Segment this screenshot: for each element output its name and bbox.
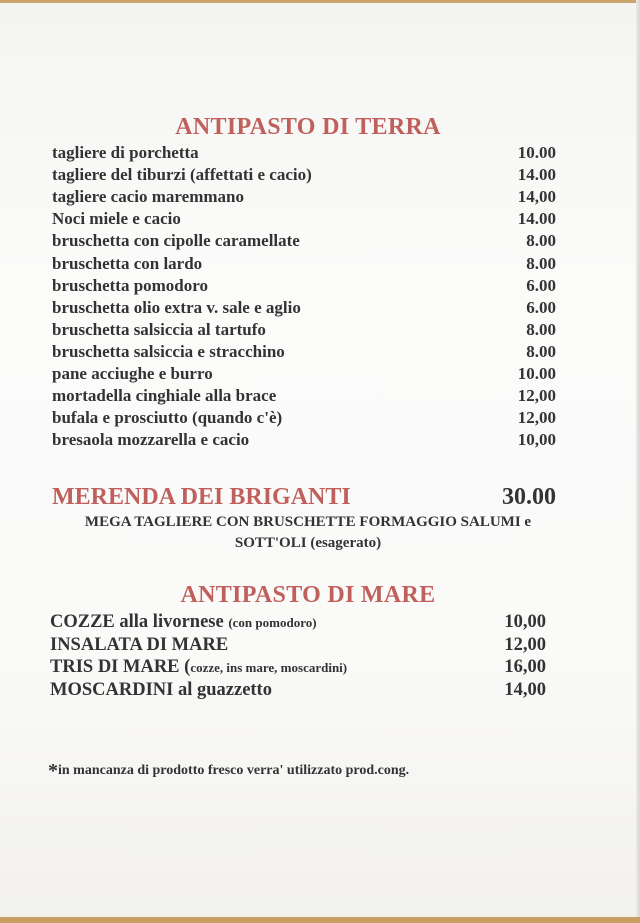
merenda-desc-line: MEGA TAGLIERE CON BRUSCHETTE FORMAGGIO SALUMI e <box>84 514 532 530</box>
menu-item-name: bruschetta con cipolle caramellate <box>52 231 300 251</box>
menu-item-name: bresaola mozzarella e cacio <box>52 430 250 450</box>
menu-item-price: 12,00 <box>504 634 546 655</box>
merenda-desc-line: SOTT'OLI (esagerato) <box>234 535 382 551</box>
menu-item-name: bruschetta salsiccia e stracchino <box>52 341 285 361</box>
menu-item <box>52 341 556 363</box>
menu-item-price: 8.00 <box>526 341 556 361</box>
menu-item-name: bufala e prosciutto (quando c'è) <box>52 408 283 428</box>
menu-item-name: tagliere di porchetta <box>52 143 199 162</box>
menu-item-price: 10.00 <box>517 364 556 383</box>
menu-item-price: 12,00 <box>517 386 556 406</box>
menu-item-name <box>50 634 228 657</box>
footnote <box>48 760 409 783</box>
menu-item-note: (con pomodoro) <box>228 615 317 630</box>
menu-item-name: mortadella cinghiale alla brace <box>52 386 277 406</box>
section-title-terra: ANTIPASTO DI TERRA <box>175 114 441 140</box>
menu-item-name: Noci miele e cacio <box>52 209 181 229</box>
menu-item <box>52 363 556 385</box>
menu-item <box>52 385 556 407</box>
merenda-description <box>0 512 616 554</box>
menu-item-title: MOSCARDINI al guazzetto <box>50 680 272 701</box>
menu-item-name: pane acciughe e burro <box>52 364 213 383</box>
paper-edge-top <box>0 0 640 3</box>
menu-item <box>52 186 556 208</box>
menu-item <box>50 679 546 701</box>
menu-item-name: bruschetta olio extra v. sale e aglio <box>52 297 301 317</box>
menu-item-price: 8.00 <box>526 319 556 339</box>
menu-item-price: 8.00 <box>526 231 556 251</box>
asterisk: * <box>48 760 58 782</box>
menu-item-price: 14.00 <box>517 165 556 185</box>
menu-item <box>52 319 556 341</box>
menu-item-title: INSALATA DI MARE <box>50 634 229 655</box>
menu-item-price: 14.00 <box>517 209 556 229</box>
menu-item-name: bruschetta pomodoro <box>52 275 208 295</box>
menu-item <box>50 611 546 633</box>
menu-item-name: tagliere cacio maremmano <box>52 187 244 207</box>
menu-item <box>52 253 556 275</box>
menu-item-title: TRIS DI MARE ( <box>50 657 191 678</box>
menu-item <box>52 142 556 164</box>
menu-item <box>52 297 556 319</box>
menu-item-note: cozze, ins mare, moscardini) <box>190 660 348 676</box>
menu-item-price: 14,00 <box>504 680 546 701</box>
section-title-mare: ANTIPASTO DI MARE <box>180 582 436 608</box>
menu-item-price: 14,00 <box>517 187 556 207</box>
menu-item-name: bruschetta salsiccia al tartufo <box>52 319 266 339</box>
paper-edge-bottom <box>0 917 640 923</box>
menu-item-name: tagliere del tiburzi (affettati e cacio) <box>52 165 312 185</box>
menu-item-price: 10,00 <box>517 430 556 450</box>
menu-item-name <box>50 611 317 634</box>
merenda-title: MERENDA DEI BRIGANTI <box>52 484 351 510</box>
menu-item <box>50 656 546 678</box>
menu-item <box>52 275 556 297</box>
menu-item-price: 10.00 <box>517 143 556 162</box>
paper-edge-right <box>636 0 640 923</box>
menu-item-price: 6.00 <box>526 297 556 317</box>
menu-item-name: bruschetta con lardo <box>52 253 203 273</box>
menu-item <box>52 230 556 252</box>
menu-item-price: 10,00 <box>504 612 546 632</box>
menu-item-price: 8.00 <box>526 253 556 273</box>
menu-item-price: 16,00 <box>504 657 546 678</box>
merenda-price: 30.00 <box>502 484 556 510</box>
menu-item <box>52 208 556 230</box>
menu-item-price: 12,00 <box>517 408 556 428</box>
menu-item-title: COZZE alla livornese <box>50 612 229 632</box>
menu-item-name <box>50 679 272 702</box>
menu-item <box>52 164 556 186</box>
menu-item-price: 6.00 <box>526 275 556 295</box>
footnote-text: in mancanza di prodotto fresco verra' utilizzato prod.cong. <box>58 763 410 778</box>
menu-item-name <box>50 656 347 679</box>
menu-item <box>52 429 556 451</box>
menu-item <box>50 634 546 656</box>
menu-item <box>52 407 556 429</box>
